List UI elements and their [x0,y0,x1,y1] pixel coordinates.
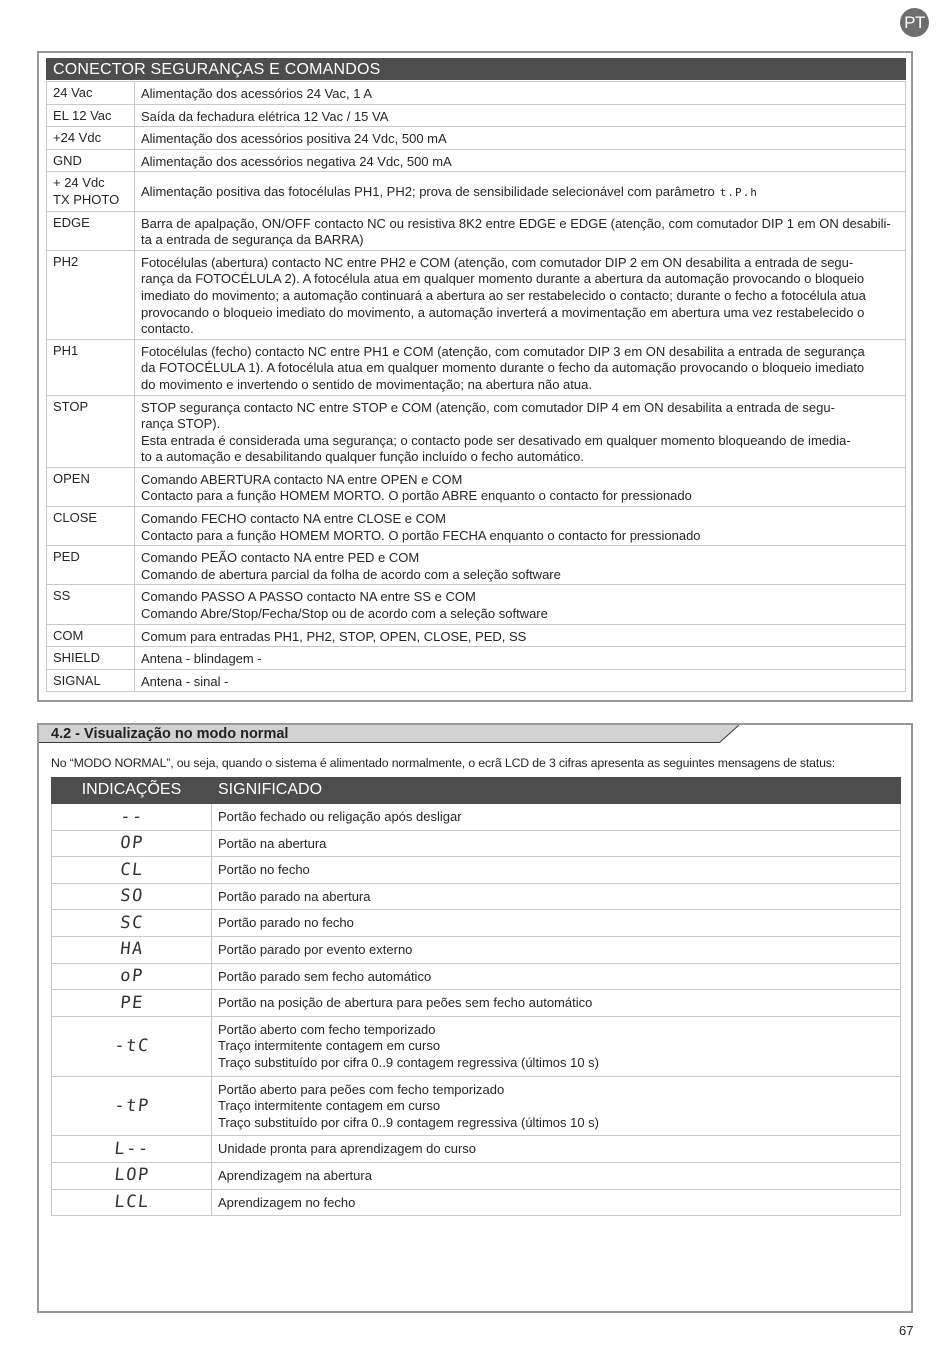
terminal-description [135,82,906,105]
table-row [52,830,901,857]
terminal-description [135,624,906,647]
header-meaning: SIGNIFICADO [212,778,901,804]
connector-table [46,81,906,692]
terminal-description [135,467,906,506]
terminal-description-text: Comando PASSO A PASSO contacto NA entre SS e COM Comando Abre/Stop/Fecha/Stop ou de acordo com a seleção software [141,589,548,622]
table-row [47,546,906,585]
connector-table-title: CONECTOR SEGURANÇAS E COMANDOS [46,58,906,80]
language-badge: PT [900,8,929,37]
table-row [52,857,901,884]
lcd-indication: oP [50,963,213,990]
indication-meaning: Portão parado no fecho [212,910,901,937]
terminal-description [135,104,906,127]
terminal-description-text: Alimentação positiva das fotocélulas PH1, PH2; prova de sensibilidade selecionável com parâmetro [141,184,715,200]
section-header [39,725,759,743]
terminal-description [135,546,906,585]
terminal-description [135,250,906,339]
terminal-description [135,669,906,692]
terminal-name: OPEN [47,467,135,506]
lcd-indication: LOP [50,1162,213,1189]
header-indications: INDICAÇÕES [52,778,212,804]
indication-meaning: Portão aberto com fecho temporizado Traço intermitente contagem em curso Traço substituído por cifra 0..9 contagem regressiva (últimos 10 s) [212,1016,901,1076]
table-row [52,1016,901,1076]
lcd-indication: -- [50,804,213,831]
lcd-indication: LCL [50,1189,213,1216]
terminal-description-text: Antena - sinal - [141,673,229,689]
page-number: 67 [899,1323,914,1338]
table-row [47,395,906,467]
terminal-description-text: Fotocélulas (fecho) contacto NC entre PH1 e COM (atenção, com comutador DIP 3 em ON desabilita a entrada de segurança da FOTOCÉLULA 1). A fotocélula atua em qualquer momento durante o fecho da automação provocando o bloqueio imediato do movimento e invertendo o sentido de movimentação; na abertura não atua. [141,343,865,392]
terminal-name: PH2 [47,250,135,339]
terminal-description-text: Barra de apalpação, ON/OFF contacto NC ou resistiva 8K2 entre EDGE e EDGE (atenção, com comutador DIP 1 em ON desabili- ta a entrada de segurança da BARRA) [141,215,891,248]
table-row [47,149,906,172]
section-title: 4.2 - Visualização no modo normal [51,726,289,742]
table-row [52,883,901,910]
terminal-description-text: Fotocélulas (abertura) contacto NC entre PH2 e COM (atenção, com comutador DIP 2 em ON desabilita a entrada de segu- rança da FOTOCÉLULA 2). A fotocélula atua em qualquer momento durante a abertura da automação provocando o bloqueio imediato do movimento; a automação continuará a abertura ao ser restabelecido o contacto; durante o fecho a fotocélula atua provocando o bloqueio imediato do movimento, a automação inverterá a movimentação em abertura uma vez restabelecido o contacto. [141,254,866,337]
indication-meaning: Unidade pronta para aprendizagem do curso [212,1136,901,1163]
terminal-name: STOP [47,395,135,467]
indication-meaning: Portão na posição de abertura para peões sem fecho automático [212,990,901,1017]
terminal-description-text: Alimentação dos acessórios negativa 24 Vdc, 500 mA [141,153,452,169]
terminal-description-text: Antena - blindagem - [141,651,262,667]
terminal-description [135,172,906,211]
terminal-name: 24 Vac [47,82,135,105]
terminal-name: SIGNAL [47,669,135,692]
table-row [52,804,901,831]
terminal-name: SS [47,585,135,624]
terminal-description-text: STOP segurança contacto NC entre STOP e COM (atenção, com comutador DIP 4 em ON desabilita a entrada de segu- rança STOP). Esta entrada é considerada uma segurança; o contacto pode ser desativado em qualquer momento bloqueando de imedia- to a automação e desabilitando qualquer função incluído o fecho automático. [141,399,851,465]
status-messages-table [51,777,901,1216]
terminal-description [135,211,906,250]
indication-meaning: Portão parado na abertura [212,883,901,910]
terminal-description-text: Comando ABERTURA contacto NA entre OPEN e COM Contacto para a função HOMEM MORTO. O portão ABRE enquanto o contacto for pressionado [141,471,692,504]
terminal-description-text: Alimentação dos acessórios positiva 24 Vdc, 500 mA [141,131,447,147]
terminal-name: SHIELD [47,647,135,670]
terminal-name: EL 12 Vac [47,104,135,127]
table-row [47,624,906,647]
lcd-indication: -tC [48,1016,214,1076]
terminal-description [135,395,906,467]
terminal-description-text: Comando FECHO contacto NA entre CLOSE e COM Contacto para a função HOMEM MORTO. O portão FECHA enquanto o contacto for pressionado [141,511,701,543]
indication-meaning: Portão fechado ou religação após desligar [212,804,901,831]
table-row [47,339,906,395]
terminal-name: +24 Vdc [47,127,135,150]
terminal-name: EDGE [47,211,135,250]
table-row [47,250,906,339]
table-row [47,647,906,670]
table-row [52,990,901,1017]
terminal-name: PH1 [47,339,135,395]
table-row [52,910,901,937]
lcd-indication: PE [50,990,213,1017]
table-row [52,936,901,963]
table-header-row [52,778,901,804]
terminal-description [135,507,906,546]
table-row [47,669,906,692]
terminal-description [135,127,906,150]
table-row [47,127,906,150]
table-row [47,585,906,624]
terminal-name: CLOSE [47,507,135,546]
terminal-description [135,149,906,172]
indication-meaning: Portão parado sem fecho automático [212,963,901,990]
lcd-indication: HA [50,936,213,963]
table-row [52,1136,901,1163]
lcd-indication: SO [50,883,213,910]
lcd-indication: L-- [50,1136,213,1163]
terminal-name: GND [47,149,135,172]
indication-meaning: Aprendizagem na abertura [212,1162,901,1189]
lcd-indication: SC [50,910,213,937]
terminal-description-text: Saída da fechadura elétrica 12 Vac / 15 VA [141,108,389,124]
lcd-indication: -tP [48,1076,214,1136]
terminal-description-text: Alimentação dos acessórios 24 Vac, 1 A [141,86,372,101]
terminal-description [135,585,906,624]
table-row [47,82,906,105]
lcd-indication: OP [50,830,213,857]
table-row [52,963,901,990]
lcd-indication: CL [50,857,213,884]
table-row [52,1162,901,1189]
terminal-description [135,647,906,670]
table-row [47,172,906,211]
table-row [47,467,906,506]
parameter-code: t.P.h [719,186,758,200]
indication-meaning: Portão parado por evento externo [212,936,901,963]
terminal-description [135,339,906,395]
indication-meaning: Aprendizagem no fecho [212,1189,901,1216]
indication-meaning: Portão na abertura [212,830,901,857]
table-row [52,1076,901,1136]
table-row [47,104,906,127]
terminal-name: + 24 Vdc TX PHOTO [47,172,135,211]
indication-meaning: Portão no fecho [212,857,901,884]
table-row [52,1189,901,1216]
section-intro: No “MODO NORMAL”, ou seja, quando o sistema é alimentado normalmente, o ecrã LCD de 3 cifras apresenta as seguintes mensagens de status: [51,756,836,770]
table-row [47,211,906,250]
terminal-description-text: Comum para entradas PH1, PH2, STOP, OPEN, CLOSE, PED, SS [141,628,527,644]
table-row [47,507,906,546]
terminal-name: COM [47,624,135,647]
terminal-name: PED [47,546,135,585]
terminal-description-text: Comando PEÃO contacto NA entre PED e COM Comando de abertura parcial da folha de acordo com a seleção software [141,550,561,582]
indication-meaning: Portão aberto para peões com fecho temporizado Traço intermitente contagem em curso Traço substituído por cifra 0..9 contagem regressiva (últimos 10 s) [212,1076,901,1136]
